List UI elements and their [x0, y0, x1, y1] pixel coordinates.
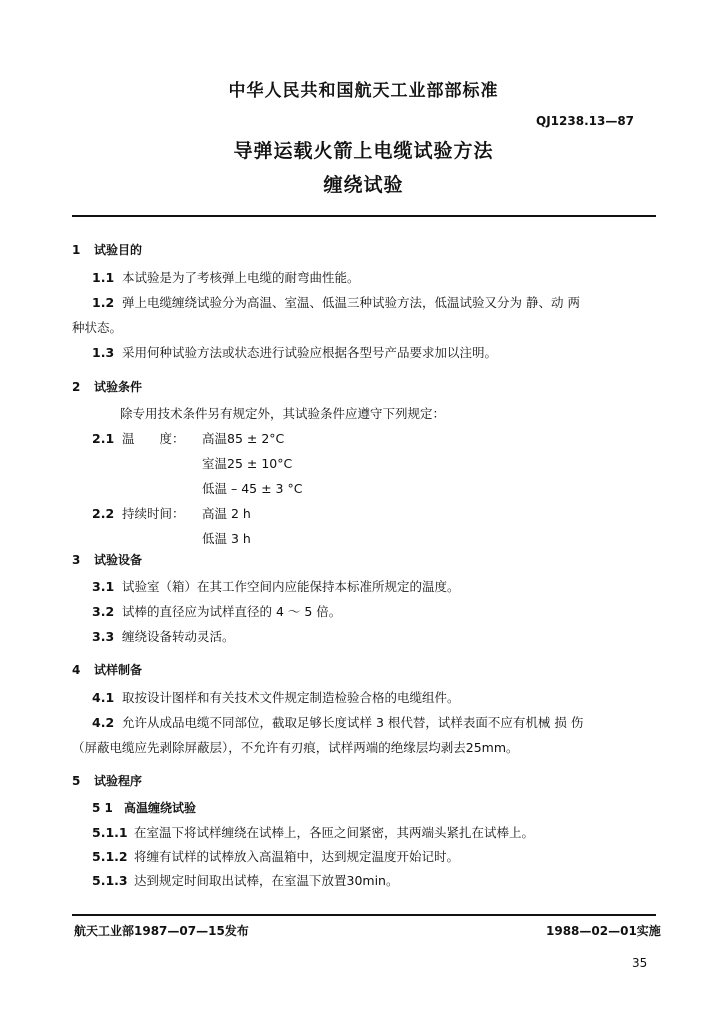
header-divider — [72, 215, 656, 217]
clause-continuation: （屏蔽电缆应先剥除屏蔽层），不允许有刃痕，试样两端的绝缘层均剥去25mm。 — [72, 740, 519, 755]
clause-text: 采用何种试验方法或状态进行试验应根据各型号产品要求加以注明。 — [122, 345, 498, 360]
section-heading — [72, 241, 142, 258]
clause-text: 试棒的直径应为试样直径的 4 ～ 5 倍。 — [122, 604, 342, 619]
effective-date: 1988—02—01实施 — [546, 924, 661, 938]
clause-number: 3.1 — [92, 579, 115, 594]
section-intro: 除专用技术条件另有规定外，其试验条件应遵守下列规定： — [120, 406, 446, 421]
clause-label: 持续时间： — [122, 506, 185, 521]
section-heading — [72, 551, 142, 568]
clause — [92, 343, 497, 361]
clause-text: 在室温下将试样缠绕在试棒上，各匝之间紧密，其两端头紧扎在试棒上。 — [134, 825, 535, 840]
clause-value: 高温 2 h — [202, 506, 251, 521]
section-number: 4 — [72, 663, 81, 677]
section-number: 5 — [72, 774, 81, 788]
page-number: 35 — [632, 956, 648, 970]
clause — [92, 293, 580, 311]
document-title: 导弹运载火箭上电缆试验方法 — [233, 140, 494, 162]
section-title: 试验程序 — [94, 774, 143, 788]
clause — [92, 429, 284, 447]
section-number: 3 — [72, 553, 81, 567]
clause — [92, 871, 398, 889]
section-title: 试验设备 — [94, 553, 143, 567]
clause — [92, 847, 459, 865]
clause-label: 温 度： — [122, 431, 185, 446]
section-heading — [72, 378, 142, 395]
clause-number: 5.1.1 — [92, 825, 128, 840]
clause-value: 高温85 ± 2°C — [202, 431, 285, 446]
clause — [92, 602, 341, 620]
subsection-heading — [92, 799, 196, 816]
clause-text: 取按设计图样和有关技术文件规定制造检验合格的电缆组件。 — [122, 690, 460, 705]
section-heading — [72, 772, 142, 789]
issue-date: 航天工业部1987—07—15发布 — [74, 924, 249, 938]
clause-continuation: 种状态。 — [72, 320, 123, 335]
section-number: 2 — [72, 380, 81, 394]
clause-text: 弹上电缆缠绕试验分为高温、室温、低温三种试验方法，低温试验又分为 静、动 两 — [122, 295, 580, 310]
clause-number: 4.1 — [92, 690, 115, 705]
clause-text: 达到规定时间取出试棒，在室温下放置30min。 — [134, 873, 399, 888]
subsection-title: 高温缠绕试验 — [124, 801, 197, 815]
standard-code: QJ1238.13—87 — [536, 114, 635, 128]
section-number: 1 — [72, 243, 81, 257]
clause-number: 3.3 — [92, 629, 115, 644]
clause — [92, 713, 583, 731]
clause-number: 1.1 — [92, 270, 115, 285]
clause-number: 3.2 — [92, 604, 115, 619]
clause-number: 2.1 — [92, 431, 115, 446]
document-subtitle: 缠绕试验 — [323, 174, 404, 196]
clause-text: 缠绕设备转动灵活。 — [122, 629, 235, 644]
clause-number: 4.2 — [92, 715, 115, 730]
clause-number: 2.2 — [92, 506, 115, 521]
section-title: 试验条件 — [94, 380, 143, 394]
clause-text: 允许从成品电缆不同部位，截取足够长度试样 3 根代替，试样表面不应有机械 损 伤 — [122, 715, 584, 730]
clause-value: 低温 3 h — [202, 531, 251, 546]
section-title: 试验目的 — [94, 243, 143, 257]
section-heading — [72, 661, 142, 678]
clause-number: 5.1.3 — [92, 873, 128, 888]
clause-value: 低温 – 45 ± 3 °C — [202, 481, 303, 496]
clause-value: 室温25 ± 10°C — [202, 456, 293, 471]
section-title: 试样制备 — [94, 663, 143, 677]
footer-divider — [72, 914, 656, 916]
clause-text: 本试验是为了考核弹上电缆的耐弯曲性能。 — [122, 270, 360, 285]
clause — [92, 268, 360, 286]
clause-number: 1.3 — [92, 345, 115, 360]
clause — [92, 688, 460, 706]
clause-text: 试验室（箱）在其工作空间内应能保持本标准所规定的温度。 — [122, 579, 460, 594]
clause — [92, 627, 235, 645]
subsection-number: 5 1 — [92, 801, 113, 815]
standard-authority: 中华人民共和国航天工业部部标准 — [228, 81, 499, 101]
clause — [92, 823, 534, 841]
clause-number: 5.1.2 — [92, 849, 128, 864]
clause — [92, 504, 251, 522]
clause-number: 1.2 — [92, 295, 115, 310]
clause-text: 将缠有试样的试棒放入高温箱中，达到规定温度开始记时。 — [134, 849, 460, 864]
clause — [92, 577, 460, 595]
